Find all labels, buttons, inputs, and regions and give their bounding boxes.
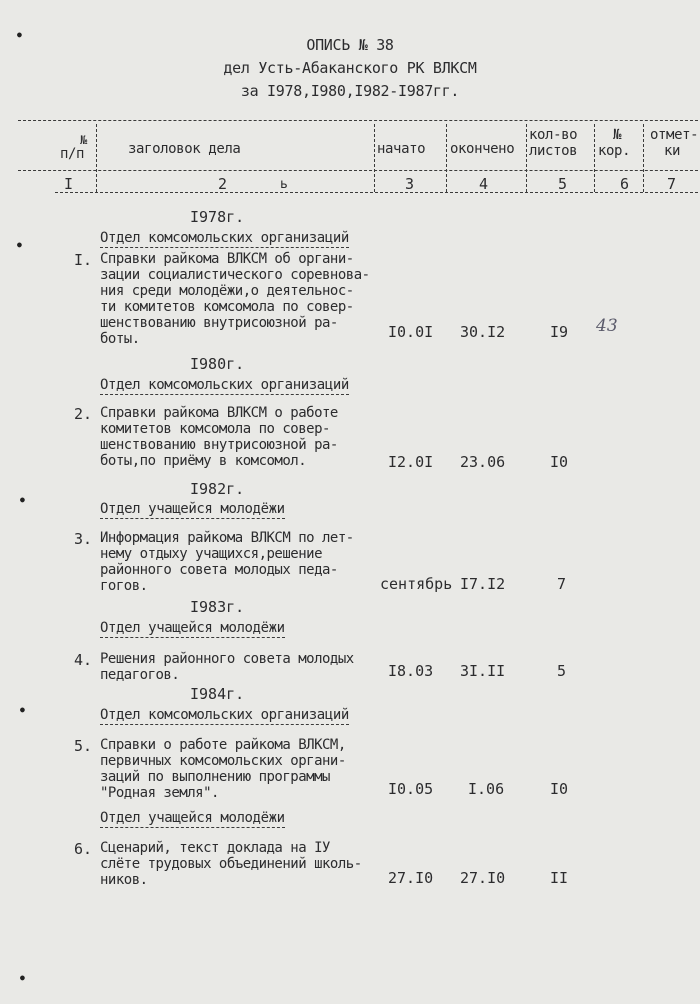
margin-dot-mark: ● — [17, 240, 22, 249]
entry-number: 4. — [74, 651, 93, 669]
section-heading: Отдел комсомольских организаций — [100, 230, 349, 246]
col-number-6: 6 — [620, 175, 630, 193]
table-numbers-rule — [55, 192, 698, 193]
entry-end-date: 30.I2 — [460, 323, 506, 341]
entry-title: Справки о работе райкома ВЛКСМ, первичных комсомольских органи- заций по выполнению программы "Родная земля". — [100, 737, 346, 801]
col-number-sign: № — [80, 133, 87, 147]
margin-dot-mark: ● — [20, 705, 25, 714]
column-divider — [526, 124, 527, 192]
entry-number: 2. — [74, 405, 93, 423]
col-start-label: начато — [377, 141, 426, 157]
entry-number: 3. — [74, 530, 93, 548]
handwritten-box-number: 43 — [596, 316, 618, 336]
entry-start-date: I2.0I — [388, 453, 434, 471]
year-heading-1980: I980г. — [190, 355, 245, 373]
entry-title: Решения районного совета молодых педагогов. — [100, 651, 354, 683]
entry-sheet-count: I9 — [550, 323, 569, 341]
entry-sheet-count: I0 — [550, 453, 569, 471]
entry-title: Сценарий, текст доклада на IУ слёте трудовых объединений школь- ников. — [100, 840, 362, 888]
col-end-label: окончено — [450, 141, 515, 157]
section-heading: Отдел учащейся молодёжи — [100, 620, 285, 636]
margin-dot-mark: ● — [20, 973, 25, 982]
section-heading: Отдел учащейся молодёжи — [100, 501, 285, 517]
entry-end-date: I.06 — [468, 780, 505, 798]
year-heading-1983: I983г. — [190, 598, 245, 616]
section-heading: Отдел учащейся молодёжи — [100, 810, 285, 826]
entry-end-date: I7.I2 — [460, 575, 506, 593]
col-number-label: п/п — [60, 146, 85, 162]
entry-start-date: сентябрь — [380, 575, 453, 593]
document-period: за I978,I980,I982-I987гг. — [240, 82, 460, 100]
stray-mark: ь — [280, 177, 288, 192]
column-divider — [594, 124, 595, 192]
col-box-sign: № — [613, 127, 622, 143]
col-box-label: кор. — [598, 143, 631, 159]
entry-end-date: 27.I0 — [460, 869, 506, 887]
entry-title: Справки райкома ВЛКСМ о работе комитетов комсомола по совер- шенствованию внутрисоюзной ра- боты,по приёму в комсомол. — [100, 405, 338, 469]
entry-end-date: 23.06 — [460, 453, 506, 471]
column-divider — [446, 124, 447, 192]
col-sheets-label-bottom: листов — [529, 143, 578, 159]
column-divider — [374, 124, 375, 192]
entry-start-date: I0.05 — [388, 780, 434, 798]
entry-number: 5. — [74, 737, 93, 755]
section-heading: Отдел комсомольских организаций — [100, 707, 349, 723]
col-title-label: заголовок дела — [128, 141, 241, 157]
col-number-5: 5 — [558, 175, 568, 193]
col-number-1: I — [64, 175, 74, 193]
year-heading-1984: I984г. — [190, 685, 245, 703]
entry-sheet-count: 5 — [557, 662, 567, 680]
col-notes-label-top: отмет- — [650, 127, 699, 143]
col-number-3: 3 — [405, 175, 415, 193]
section-heading: Отдел комсомольских организаций — [100, 377, 349, 393]
margin-dot-mark: ● — [17, 30, 22, 39]
entry-start-date: I8.03 — [388, 662, 434, 680]
col-number-7: 7 — [667, 175, 677, 193]
column-divider — [643, 124, 644, 192]
document-title: ОПИСЬ № 38 — [306, 36, 394, 54]
col-notes-label-bottom: ки — [664, 143, 681, 159]
col-sheets-label-top: кол-во — [529, 127, 578, 143]
entry-sheet-count: 7 — [557, 575, 567, 593]
entry-sheet-count: II — [550, 869, 569, 887]
margin-dot-mark: ● — [20, 495, 25, 504]
col-number-4: 4 — [479, 175, 489, 193]
entry-sheet-count: I0 — [550, 780, 569, 798]
entry-start-date: I0.0I — [388, 323, 434, 341]
year-heading-1978: I978г. — [190, 208, 245, 226]
table-header-rule — [18, 170, 698, 171]
column-divider — [96, 124, 97, 192]
entry-title: Справки райкома ВЛКСМ об органи- зации социалистического соревнова- ния среди молодёжи,о деятельнос- ти комитетов комсомола по совер- шенствованию внутрисоюзной ра- боты. — [100, 251, 370, 347]
col-number-2: 2 — [218, 175, 228, 193]
entry-start-date: 27.I0 — [388, 869, 434, 887]
entry-title: Информация райкома ВЛКСМ по лет- нему отдыху учащихся,решение районного совета молодых педа- гогов. — [100, 530, 354, 594]
entry-number: 6. — [74, 840, 93, 858]
entry-end-date: 3I.II — [460, 662, 506, 680]
table-top-rule — [18, 120, 698, 121]
year-heading-1982: I982г. — [190, 480, 245, 498]
document-subtitle: дел Усть-Абаканского РК ВЛКСМ — [223, 59, 477, 77]
entry-number: I. — [74, 251, 93, 269]
